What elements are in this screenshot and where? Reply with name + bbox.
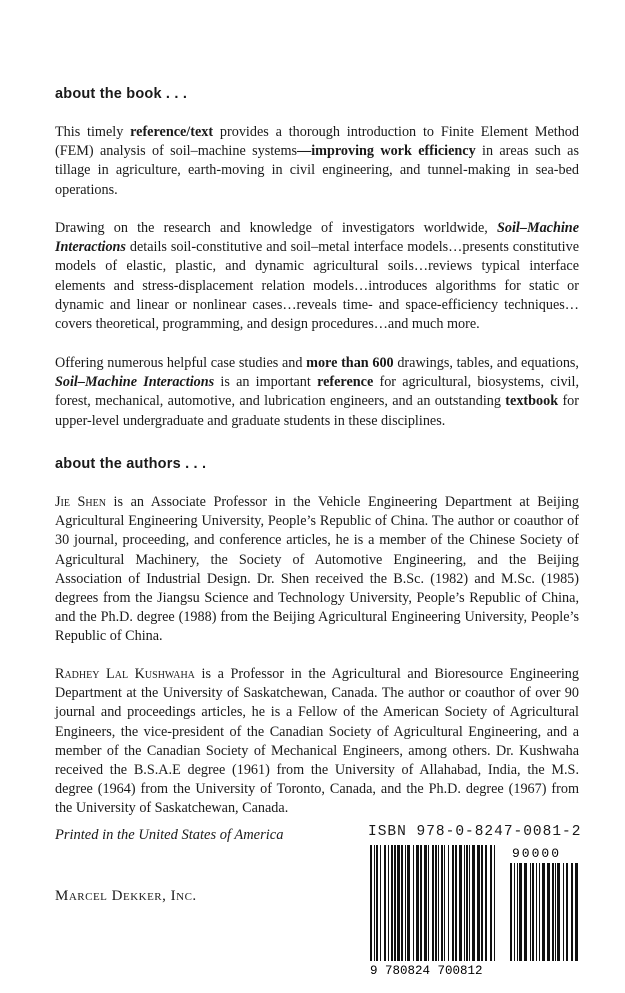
text-run: in areas such as tillage in agriculture, earth-moving in civil engineering, and tunnel-making in sea-bed operations. xyxy=(55,143,579,198)
barcode-bar xyxy=(435,845,437,961)
author-kushwaha-bio xyxy=(55,665,579,819)
barcode-bar xyxy=(391,845,393,961)
barcode-bar xyxy=(530,863,531,961)
barcode-bar xyxy=(510,863,512,961)
text-run: Offering numerous helpful case studies and xyxy=(55,355,307,371)
barcode-bar xyxy=(370,845,372,961)
price-code: 90000 xyxy=(512,846,562,861)
barcode-bar xyxy=(420,845,422,961)
barcode-bar xyxy=(397,845,400,961)
text-run: Drawing on the research and knowledge of investigators worldwide, xyxy=(55,220,497,236)
barcode-bar xyxy=(424,845,427,961)
barcode-bar xyxy=(428,845,429,961)
barcode-bar xyxy=(514,863,515,961)
text-run: Soil–Machine Interactions xyxy=(55,220,579,256)
barcode-bar xyxy=(519,863,522,961)
text-run: drawings, tables, and equations, xyxy=(393,355,579,371)
text-run: reference/text xyxy=(130,124,214,140)
barcode-bar xyxy=(536,863,537,961)
barcode-bar xyxy=(413,845,414,961)
ean-digits: 9 780824 700812 xyxy=(370,964,483,978)
text-run: Radhey Lal Kushwaha xyxy=(55,666,195,682)
barcode-graphic xyxy=(368,843,580,978)
main-barcode-bars xyxy=(370,845,495,961)
text-run: is an Associate Professor in the Vehicle Engineering Department at Beijing Agricultural Engineering University, People’s Republic of China. The author or coauthor of 30 journal, proceeding, and conference articles, he is a member of the Chinese Society of Agricultural Machinery, the Society of Automotive Engineering, and the Beijing Association of Industrial Design. Dr. Shen received the B.Sc. (1982) and M.Sc. (1985) degrees from the Jiangsu Science and Technology University, People’s Republic of China, and the Ph.D. degree (1988) from the Beijing Agricultural Engineering University, People’s Republic of China. xyxy=(55,494,579,645)
text-run: details soil-constitutive and soil–metal interface models…presents constitutive models of elastic, plastic, and dynamic agricultural soils…reviews typical interface elements and stress-displacement relation models…introduces algorithms for static or dynamic and linear or nonlinear cases…reveals time- and space-efficiency techniques…covers theoretical, programming, and design procedures…and much more. xyxy=(55,239,579,333)
barcode-bar xyxy=(539,863,540,961)
isbn-label: ISBN 978-0-8247-0081-2 xyxy=(368,824,582,840)
text-run: —improving work efficiency xyxy=(297,143,476,160)
barcode-bar xyxy=(494,845,495,961)
text-run: is a Professor in the Agricultural and Bioresource Engineering Department at the University of Saskatchewan, Canada. The author or coauthor of over 90 journal and proceedings articles, he is a Fellow of the American Society of Agricultural Engineers, the vice-president of the Canadian Society of Agricultural Engineering, and a member of the Canadian Society of Mechanical Engineers, among others. Dr. Kushwaha received the B.S.A.E degree (1961) from the University of Allahabad, India, the M.S. degree (1964) from the University of Toronto, Canada, and the Ph.D. degree (1967) from the University of Saskatchewan, Canada. xyxy=(55,666,579,817)
barcode-bar xyxy=(524,863,527,961)
text-run: more than 600 xyxy=(306,355,394,371)
text-run: for agricultural, biosystems, civil, forest, mechanical, automotive, and lubrication engineers, and an outstanding xyxy=(55,374,579,410)
barcode-bar xyxy=(452,845,454,961)
barcode-bar xyxy=(455,845,457,961)
author-shen-bio xyxy=(55,493,579,647)
barcode-bar xyxy=(394,845,396,961)
barcode-bar xyxy=(388,845,389,961)
publisher-name: Marcel Dekker, Inc. xyxy=(55,888,197,904)
barcode-bar xyxy=(376,845,378,961)
text-run: reference xyxy=(317,374,374,391)
barcode-bar xyxy=(407,845,410,961)
barcode-bar xyxy=(469,845,470,961)
barcode-bar xyxy=(441,845,443,961)
barcode-bar xyxy=(444,845,445,961)
barcode-bar xyxy=(384,845,386,961)
barcode-bar xyxy=(532,863,534,961)
text-run: This timely xyxy=(55,124,131,140)
barcode-bar xyxy=(405,845,406,961)
barcode-bar xyxy=(557,863,560,961)
barcode-bar xyxy=(485,845,487,961)
barcode-bar xyxy=(466,845,468,961)
barcode-bar xyxy=(563,863,564,961)
barcode-bar xyxy=(571,863,573,961)
barcode-bar xyxy=(380,845,381,961)
addon-barcode-bars xyxy=(510,863,578,961)
barcode-bar xyxy=(401,845,403,961)
about-book-paragraph-1 xyxy=(55,123,579,200)
text-run: is an important xyxy=(214,374,318,391)
about-book-paragraph-3 xyxy=(55,354,579,431)
barcode-bar xyxy=(477,845,480,961)
barcode-bar xyxy=(374,845,375,961)
barcode-bar xyxy=(517,863,518,961)
barcode-bar xyxy=(542,863,545,961)
text-run: for upper-level undergraduate and graduate students in these disciplines. xyxy=(55,393,579,429)
barcode-bar xyxy=(464,845,465,961)
barcode-bar xyxy=(481,845,483,961)
barcode-bar xyxy=(575,863,578,961)
barcode-bar xyxy=(547,863,550,961)
barcode-bar xyxy=(438,845,439,961)
about-book-paragraph-2 xyxy=(55,219,579,334)
barcode-bar xyxy=(490,845,492,961)
about-book-heading: about the book . . . xyxy=(55,86,188,102)
text-run: Jie Shen xyxy=(55,494,106,510)
about-authors-heading: about the authors . . . xyxy=(55,456,207,472)
barcode-bar xyxy=(432,845,434,961)
barcode-bar xyxy=(448,845,449,961)
barcode-bar xyxy=(416,845,419,961)
barcode-bar xyxy=(555,863,556,961)
barcode-bar xyxy=(472,845,475,961)
barcode-bar xyxy=(566,863,568,961)
text-run: textbook xyxy=(505,393,559,410)
barcode-bar xyxy=(552,863,554,961)
barcode-bar xyxy=(459,845,462,961)
text-run: provides a thorough introduction to Finite Element Method (FEM) analysis of soil–machine systems xyxy=(55,124,579,160)
text-run: Soil–Machine Interactions xyxy=(55,374,215,391)
printed-in-usa: Printed in the United States of America xyxy=(55,827,284,843)
